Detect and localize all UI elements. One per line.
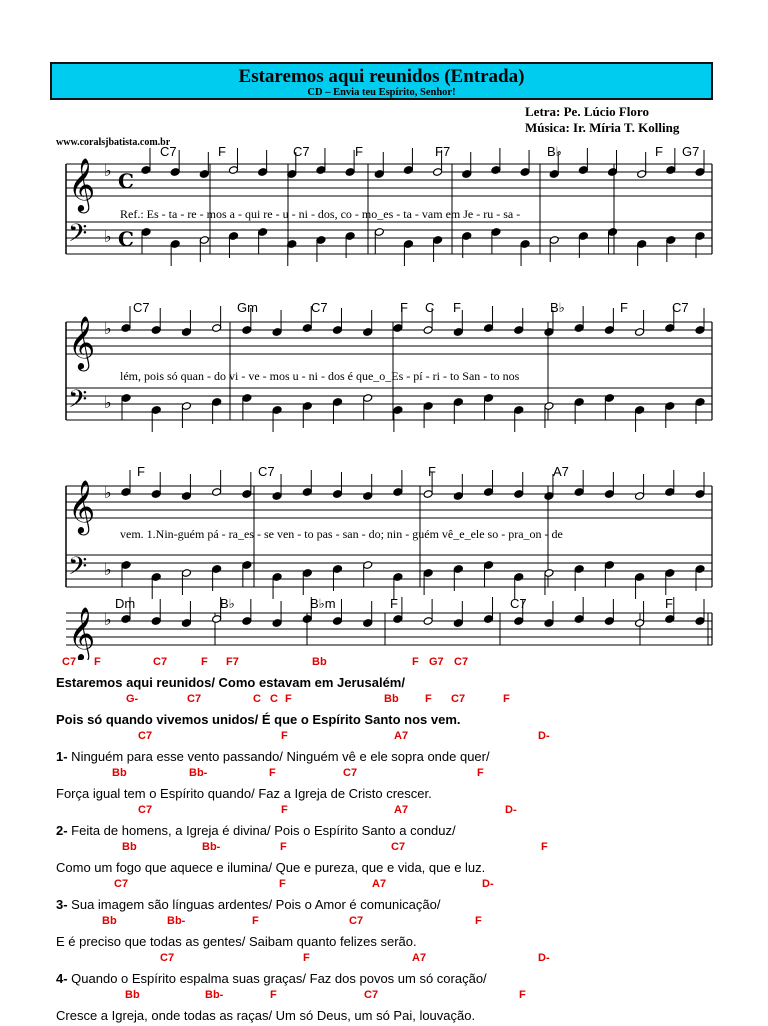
chord-label: C7 bbox=[364, 989, 378, 1001]
chord-symbol: B♭ bbox=[550, 300, 565, 315]
chord-label: F bbox=[279, 878, 286, 890]
chord-symbol: F bbox=[665, 596, 673, 611]
lyric-line bbox=[56, 971, 756, 990]
chord-symbol: C7 bbox=[160, 144, 177, 159]
score-lyric-line: lém, pois só quan - do vi - ve - mos u - ni - dos é que_o_Es - pí - ri - to San - to nos bbox=[120, 369, 520, 383]
verse-number: 3- bbox=[56, 897, 68, 912]
time-signature: C bbox=[118, 227, 134, 251]
chord-label: A7 bbox=[372, 878, 386, 890]
chord-symbol: C bbox=[425, 300, 434, 315]
treble-clef: 𝄞 bbox=[68, 157, 95, 213]
chord-label: F bbox=[285, 693, 292, 705]
chord-line bbox=[56, 693, 756, 712]
chord-line bbox=[56, 952, 756, 971]
chord-label: C7 bbox=[451, 693, 465, 705]
lyric-line bbox=[56, 675, 756, 694]
lyric-text: Cresce a Igreja, onde todas as raças/ Um só Deus, um só Pai, louvação. bbox=[56, 1008, 475, 1023]
chord-label: A7 bbox=[394, 804, 408, 816]
chord-label: C7 bbox=[349, 915, 363, 927]
chord-label: Bb bbox=[125, 989, 140, 1001]
chord-symbol: F bbox=[355, 144, 363, 159]
time-signature: C bbox=[118, 169, 134, 193]
chord-label: D- bbox=[505, 804, 517, 816]
bass-clef: 𝄢 bbox=[68, 552, 87, 587]
treble-clef: 𝄞 bbox=[68, 606, 95, 660]
composer-credit: Música: Ir. Míria T. Kolling bbox=[525, 120, 679, 136]
chord-label: C7 bbox=[138, 730, 152, 742]
chord-symbol: F bbox=[400, 300, 408, 315]
chord-line bbox=[56, 656, 756, 675]
verse-number: 2- bbox=[56, 823, 68, 838]
chord-symbol: C7 bbox=[133, 300, 150, 315]
chord-label: F bbox=[519, 989, 526, 1001]
chord-label: F bbox=[503, 693, 510, 705]
chord-symbol: F bbox=[620, 300, 628, 315]
chord-symbol: F bbox=[218, 144, 226, 159]
score-lyric-line: vem. 1.Nin-guém pá - ra_es - se ven - to pas - san - do; nin - guém vê_e_ele so - pra_on - de bbox=[120, 527, 563, 541]
chord-label: F7 bbox=[226, 656, 239, 668]
chord-label: Bb bbox=[102, 915, 117, 927]
chord-label: G- bbox=[126, 693, 138, 705]
lyric-text: Sua imagem são línguas ardentes/ Pois o Amor é comunicação/ bbox=[68, 897, 441, 912]
chord-symbol: B♭ bbox=[220, 596, 235, 611]
chord-symbol: Dm bbox=[115, 596, 135, 611]
chord-label: C7 bbox=[454, 656, 468, 668]
lyric-text: Força igual tem o Espírito quando/ Faz a Igreja de Cristo crescer. bbox=[56, 786, 432, 801]
chord-label: F bbox=[94, 656, 101, 668]
chord-line bbox=[56, 915, 756, 934]
chord-label: C7 bbox=[138, 804, 152, 816]
chord-symbol: G7 bbox=[682, 144, 699, 159]
chord-symbol: Gm bbox=[237, 300, 258, 315]
chord-symbol: F bbox=[137, 464, 145, 479]
chord-label: Bb- bbox=[205, 989, 223, 1001]
chord-line bbox=[56, 730, 756, 749]
chord-label: F bbox=[425, 693, 432, 705]
lyricist-credit: Letra: Pe. Lúcio Floro bbox=[525, 104, 649, 120]
chord-symbol: F bbox=[428, 464, 436, 479]
lyric-line bbox=[56, 897, 756, 916]
chord-label: Bb- bbox=[202, 841, 220, 853]
chord-label: F bbox=[201, 656, 208, 668]
chord-label: F bbox=[280, 841, 287, 853]
chord-label: C7 bbox=[62, 656, 76, 668]
chord-label: F bbox=[412, 656, 419, 668]
chord-symbol: C7 bbox=[510, 596, 527, 611]
key-flat: ♭ bbox=[104, 227, 112, 246]
chord-label: F bbox=[252, 915, 259, 927]
chord-label: F bbox=[269, 767, 276, 779]
chord-label: C7 bbox=[343, 767, 357, 779]
song-title: Estaremos aqui reunidos (Entrada) bbox=[52, 67, 711, 87]
key-flat: ♭ bbox=[104, 161, 112, 180]
lyric-line bbox=[56, 1008, 756, 1026]
chord-label: D- bbox=[482, 878, 494, 890]
chord-label: Bb- bbox=[167, 915, 185, 927]
bass-clef: 𝄢 bbox=[68, 219, 87, 254]
chord-symbol: F bbox=[453, 300, 461, 315]
lyrics-with-chords bbox=[56, 656, 756, 1026]
chord-label: F bbox=[477, 767, 484, 779]
chord-label: C bbox=[253, 693, 261, 705]
chord-symbol: F bbox=[655, 144, 663, 159]
chord-label: C bbox=[270, 693, 278, 705]
key-flat: ♭ bbox=[104, 319, 112, 338]
chord-label: C7 bbox=[187, 693, 201, 705]
lyric-text: Estaremos aqui reunidos/ Como estavam em Jerusalém/ bbox=[56, 675, 405, 690]
chord-label: C7 bbox=[114, 878, 128, 890]
chord-label: Bb bbox=[112, 767, 127, 779]
album-subtitle: CD – Envia teu Espírito, Senhor! bbox=[52, 87, 711, 99]
lyric-text: Como um fogo que aquece e ilumina/ Que e pureza, que e vida, que e luz. bbox=[56, 860, 485, 875]
chord-symbol: C7 bbox=[311, 300, 328, 315]
lyric-line bbox=[56, 712, 756, 731]
lyric-text: Ninguém para esse vento passando/ Ninguém vê e ele sopra onde quer/ bbox=[68, 749, 490, 764]
chord-line bbox=[56, 804, 756, 823]
chord-label: F bbox=[270, 989, 277, 1001]
lyric-line bbox=[56, 934, 756, 953]
lyric-text: E é preciso que todas as gentes/ Saibam quanto felizes serão. bbox=[56, 934, 417, 949]
lyric-text: Quando o Espírito espalma suas graças/ Faz dos povos um só coração/ bbox=[68, 971, 487, 986]
chord-symbol: C7 bbox=[293, 144, 310, 159]
treble-clef: 𝄞 bbox=[68, 315, 95, 371]
chord-symbol: B♭ bbox=[547, 144, 562, 159]
chord-label: C7 bbox=[153, 656, 167, 668]
chord-symbol: A7 bbox=[553, 464, 569, 479]
chord-label: C7 bbox=[391, 841, 405, 853]
chord-symbol: F bbox=[390, 596, 398, 611]
lyric-line bbox=[56, 860, 756, 879]
chord-label: D- bbox=[538, 730, 550, 742]
lyric-line bbox=[56, 749, 756, 768]
chord-symbol: B♭m bbox=[310, 596, 336, 611]
lyric-text: Feita de homens, a Igreja é divina/ Pois o Espírito Santo a conduz/ bbox=[68, 823, 456, 838]
key-flat: ♭ bbox=[104, 560, 112, 579]
key-flat: ♭ bbox=[104, 483, 112, 502]
lyric-text: Pois só quando vivemos unidos/ É que o Espírito Santo nos vem. bbox=[56, 712, 461, 727]
chord-label: Bb bbox=[122, 841, 137, 853]
chord-label: F bbox=[475, 915, 482, 927]
treble-clef: 𝄞 bbox=[68, 479, 95, 535]
key-flat: ♭ bbox=[104, 393, 112, 412]
chord-label: A7 bbox=[394, 730, 408, 742]
chord-label: A7 bbox=[412, 952, 426, 964]
verse-number: 1- bbox=[56, 749, 68, 764]
chord-label: F bbox=[281, 730, 288, 742]
chord-symbol: C7 bbox=[258, 464, 275, 479]
chord-label: G7 bbox=[429, 656, 444, 668]
chord-line bbox=[56, 767, 756, 786]
website-url: www.coralsjbatista.com.br bbox=[56, 137, 170, 148]
bass-clef: 𝄢 bbox=[68, 385, 87, 420]
score-lyric-line: Ref.: Es - ta - re - mos a - qui re - u - ni - dos, co - mo_es - ta - vam em Je - ru - sa - bbox=[120, 207, 520, 221]
lyric-line bbox=[56, 786, 756, 805]
chord-line bbox=[56, 989, 756, 1008]
chord-line bbox=[56, 841, 756, 860]
chord-label: Bb- bbox=[189, 767, 207, 779]
chord-label: Bb bbox=[384, 693, 399, 705]
chord-label: F bbox=[281, 804, 288, 816]
chord-label: C7 bbox=[160, 952, 174, 964]
chord-label: D- bbox=[538, 952, 550, 964]
chord-symbol: F7 bbox=[435, 144, 450, 159]
chord-line bbox=[56, 878, 756, 897]
key-flat: ♭ bbox=[104, 610, 112, 629]
lyric-line bbox=[56, 823, 756, 842]
chord-label: Bb bbox=[312, 656, 327, 668]
chord-symbol: C7 bbox=[672, 300, 689, 315]
chord-label: F bbox=[303, 952, 310, 964]
chord-label: F bbox=[541, 841, 548, 853]
verse-number: 4- bbox=[56, 971, 68, 986]
